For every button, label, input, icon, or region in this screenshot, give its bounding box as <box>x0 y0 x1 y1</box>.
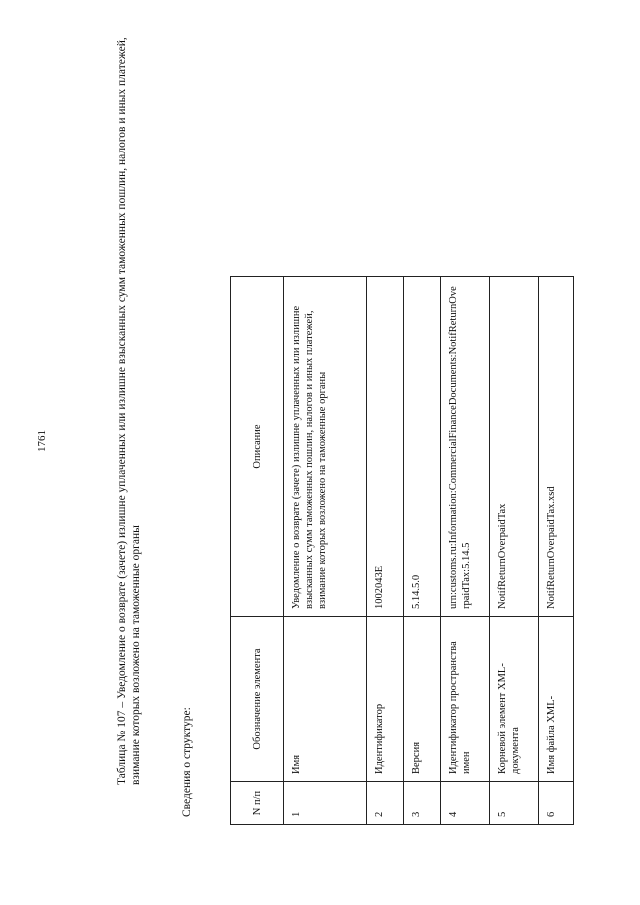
row-element-name: Имя файла XML- <box>539 617 574 782</box>
table-header-row <box>231 277 284 825</box>
row-description: Уведомление о возврате (зачете) излишне уплаченных или излишне взысканных сумм таможенных пошлин, налогов и иных платежей, взимание которых возложено на таможенные органы <box>284 277 367 617</box>
row-number: 1 <box>284 782 367 825</box>
row-description: NotifReturnOverpaidTax.xsd <box>539 277 574 617</box>
table-row <box>284 277 367 825</box>
row-number: 3 <box>404 782 441 825</box>
row-element-name: Имя <box>284 617 367 782</box>
table-row <box>539 277 574 825</box>
row-number: 2 <box>367 782 404 825</box>
table-row <box>367 277 404 825</box>
table-caption: Таблица № 107 – Уведомление о возврате (зачете) излишне уплаченных или излишне взысканных сумм таможенных пошлин, налогов и иных платежей, взимание которых возложено на таможенные органы <box>116 37 142 785</box>
row-element-name: Корневой элемент XML-документа <box>490 617 539 782</box>
row-number: 5 <box>490 782 539 825</box>
row-description: NotifReturnOverpaidTax <box>490 277 539 617</box>
row-number: 4 <box>441 782 490 825</box>
row-description: 1002043E <box>367 277 404 617</box>
structure-title: Сведения о структуре: <box>181 707 193 817</box>
row-description: urn:customs.ru:Information:CommercialFinanceDocuments:NotifReturnOverpaidTax:5.14.5 <box>441 277 490 617</box>
table-row <box>441 277 490 825</box>
row-number: 6 <box>539 782 574 825</box>
page-number: 1761 <box>36 430 48 452</box>
header-number: N п/п <box>231 782 284 825</box>
row-element-name: Идентификатор <box>367 617 404 782</box>
structure-table <box>230 276 574 825</box>
header-description: Описание <box>231 277 284 617</box>
row-element-name: Версия <box>404 617 441 782</box>
row-description: 5.14.5.0 <box>404 277 441 617</box>
table-row <box>404 277 441 825</box>
row-element-name: Идентификатор пространства имен <box>441 617 490 782</box>
header-element-name: Обозначение элемента <box>231 617 284 782</box>
table-row <box>490 277 539 825</box>
